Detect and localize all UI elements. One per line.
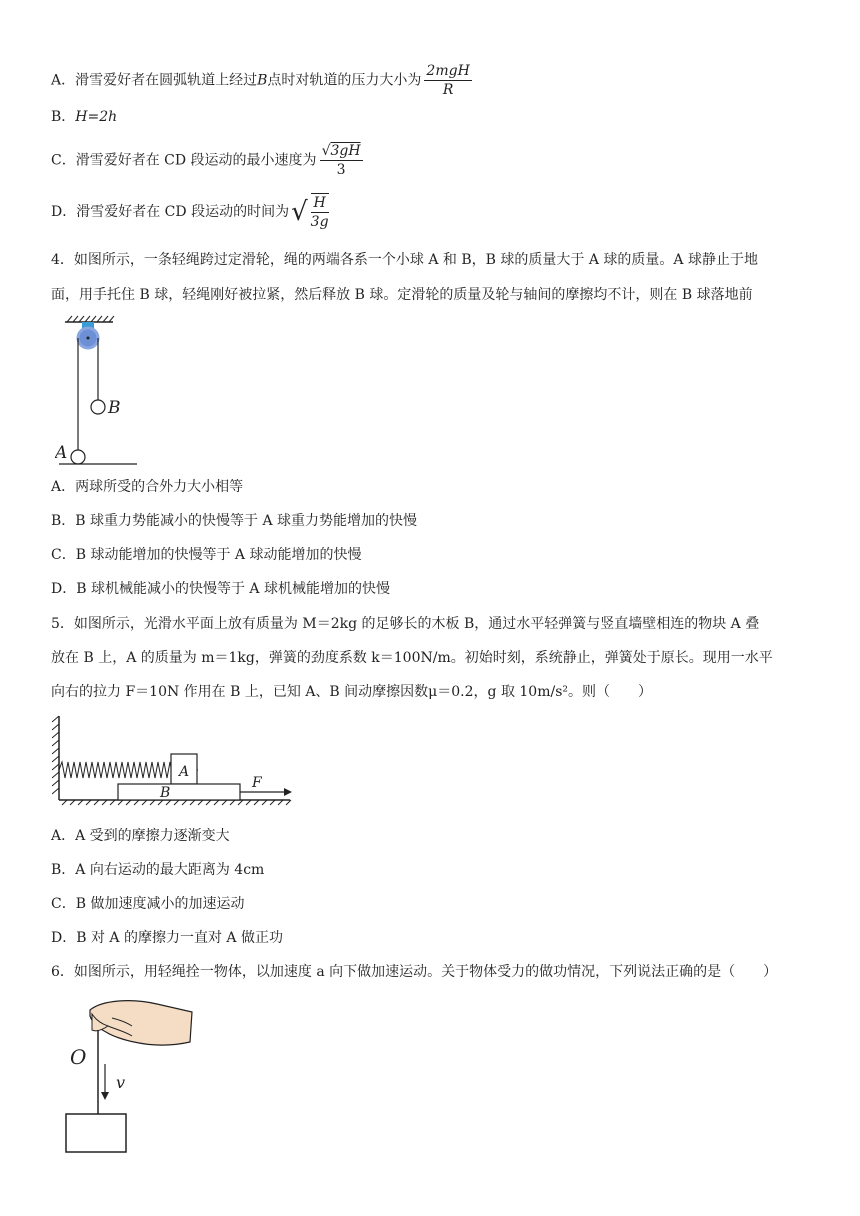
- option-text: 滑雪爱好者在 CD 段运动的最小速度为: [75, 152, 317, 169]
- option-label: B．: [51, 109, 76, 125]
- q3-option-c: [51, 142, 363, 179]
- numerator: √3gH: [321, 143, 361, 159]
- q4-stem-line-1: 4．如图所示，一条轻绳跨过定滑轮，绳的两端各系一个小球 A 和 B，B 球的质量大于 A 球的质量。A 球静止于地: [51, 252, 758, 268]
- fraction: [311, 193, 329, 231]
- sqrt-symbol: √: [291, 197, 308, 227]
- option-label: C．: [51, 152, 76, 169]
- option-text: 滑雪爱好者在圆弧轨道上经过: [75, 72, 258, 89]
- q6-stem: 6．如图所示，用轻绳拴一物体，以加速度 a 向下做加速运动。关于物体受力的做功情况，下列说法正确的是（ ）: [51, 964, 778, 980]
- q5-option-c: C．B 做加速度减小的加速运动: [51, 896, 245, 912]
- board-b: [118, 784, 240, 800]
- option-text: H=2h: [75, 109, 118, 125]
- q5-option-b: B．A 向右运动的最大距离为 4cm: [51, 862, 265, 878]
- radicand: 3gH: [330, 143, 361, 159]
- label-b: B: [160, 785, 171, 801]
- option-text: 点时对轨道的压力大小为: [267, 72, 422, 89]
- option-label: A．: [51, 72, 76, 89]
- q5-spring-figure: [52, 712, 297, 812]
- label-b: B: [108, 398, 121, 418]
- numerator: 2mgH: [426, 63, 470, 79]
- denominator: R: [442, 82, 454, 98]
- object-box: [66, 1114, 126, 1152]
- denominator: 3: [336, 162, 346, 178]
- q5-stem-line-2: 放在 B 上，A 的质量为 m＝1kg，弹簧的劲度系数 k＝100N/m。初始时刻，系统静止，弹簧处于原长。现用一水平: [51, 650, 773, 666]
- q4-option-a: A．两球所受的合外力大小相等: [51, 479, 244, 495]
- hand-illustration: [90, 1001, 192, 1045]
- label-a: A: [55, 443, 68, 463]
- q4-option-c: C．B 球动能增加的快慢等于 A 球动能增加的快慢: [51, 547, 362, 563]
- label-v: v: [116, 1073, 126, 1092]
- ball-a: [71, 450, 85, 464]
- q5-option-d: D．B 对 A 的摩擦力一直对 A 做正功: [51, 930, 283, 946]
- fraction: [320, 142, 363, 179]
- numerator: H: [311, 194, 329, 213]
- q5-option-a: A．A 受到的摩擦力逐渐变大: [51, 828, 230, 844]
- label-o: O: [70, 1045, 87, 1069]
- denominator: 3g: [310, 214, 329, 230]
- fraction: [424, 62, 471, 99]
- q3-option-d: [51, 193, 329, 231]
- label-f: F: [252, 775, 262, 791]
- q5-stem-line-1: 5．如图所示，光滑水平面上放有质量为 M＝2kg 的足够长的木板 B，通过水平轻弹簧与竖直墙壁相连的物块 A 叠: [51, 616, 760, 632]
- q6-hand-figure: [62, 996, 202, 1156]
- q4-pulley-figure: [55, 312, 145, 467]
- q4-stem-line-2: 面，用手托住 B 球，轻绳刚好被拉紧，然后释放 B 球。定滑轮的质量及轮与轴间的摩擦均不计，则在 B 球落地前: [51, 287, 753, 303]
- option-text: 滑雪爱好者在 CD 段运动的时间为: [76, 204, 290, 220]
- q4-option-b: B．B 球重力势能减小的快慢等于 A 球重力势能增加的快慢: [51, 513, 418, 529]
- ball-b: [91, 400, 105, 414]
- q5-stem-line-3: 向右的拉力 F＝10N 作用在 B 上，已知 A、B 间动摩擦因数μ＝0.2，g 取 10m/s²。则（ ）: [51, 684, 652, 700]
- q4-option-d: D．B 球机械能减小的快慢等于 A 球机械能增加的快慢: [51, 581, 390, 597]
- label-a: A: [179, 764, 190, 780]
- q3-option-a: [51, 62, 472, 99]
- option-label: D．: [51, 204, 77, 220]
- point-b: B: [257, 72, 268, 89]
- q3-option-b: [51, 107, 117, 127]
